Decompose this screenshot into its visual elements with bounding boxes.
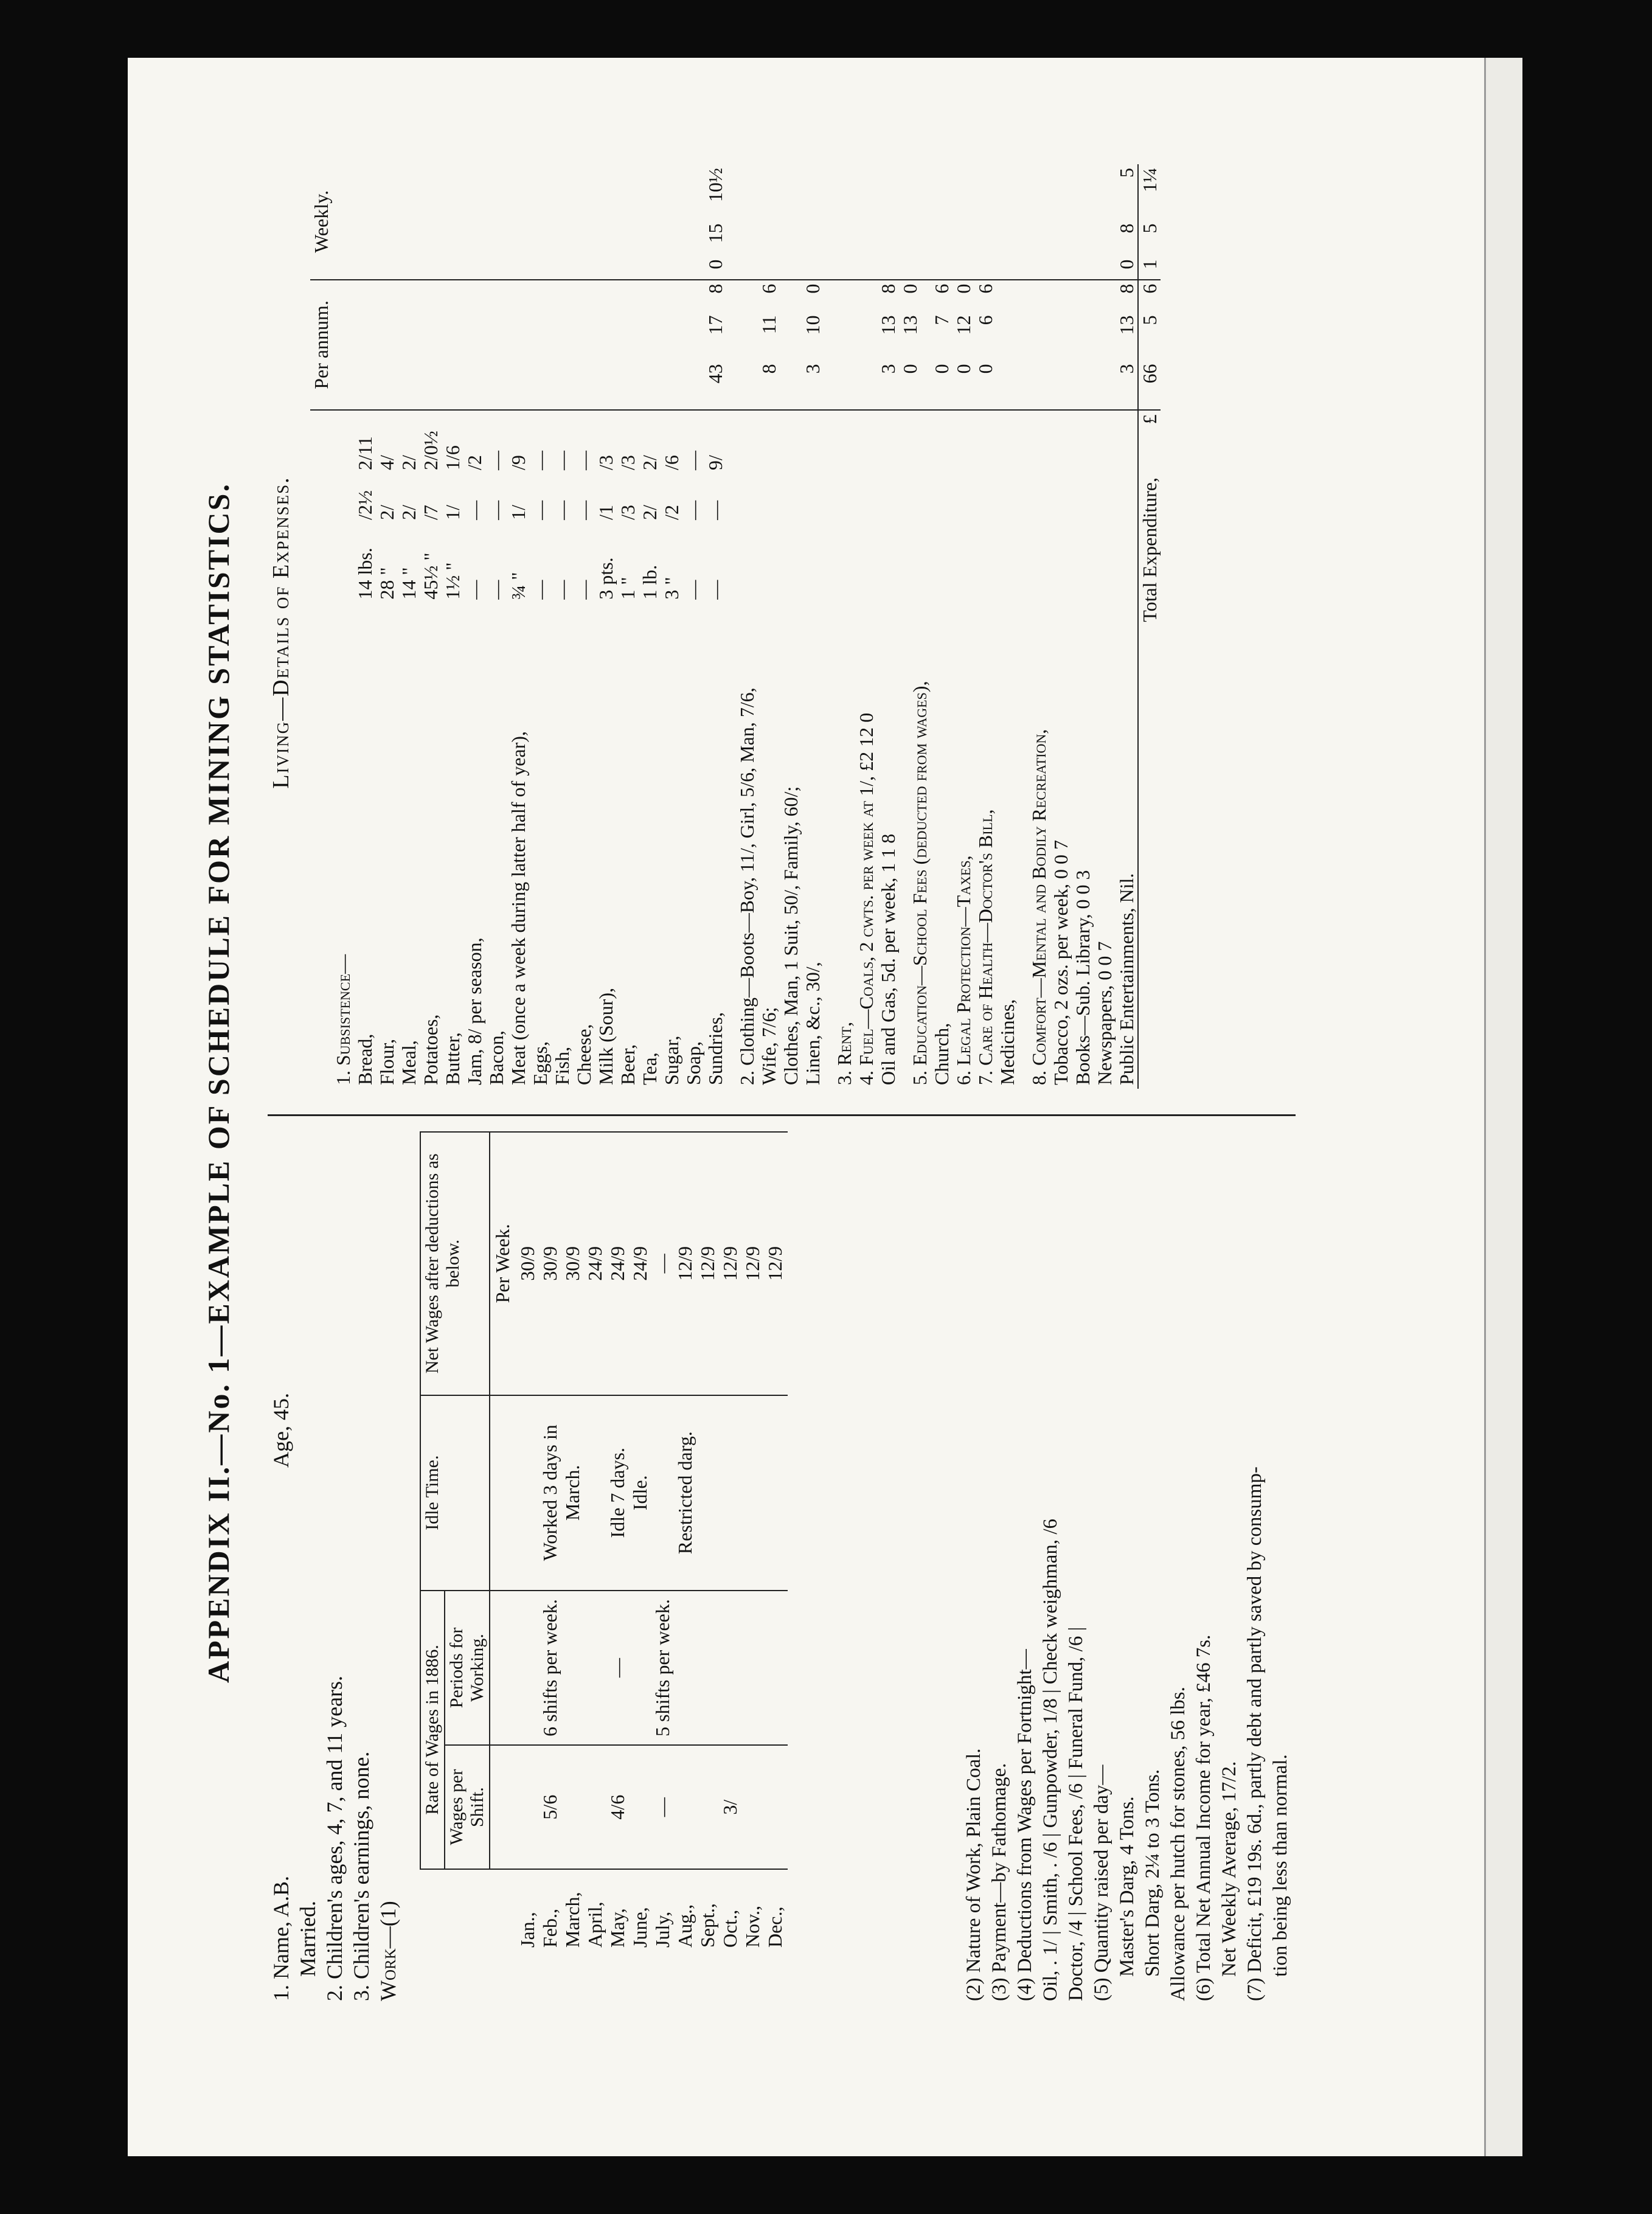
work-section <box>268 1131 1289 2001</box>
note-6: (6) Total Net Annual Income for year, £46 7s. <box>1193 1634 1215 2001</box>
weekly-header: Weekly. <box>310 164 332 280</box>
facing-page-edge <box>1484 58 1522 2156</box>
total-weekly-pounds: 1 <box>1138 256 1161 280</box>
idle-column <box>515 1395 788 1591</box>
net-value: 24/9 <box>629 1246 651 1281</box>
expense-row: Potatoes, 45½ " /7 2/0½ <box>420 164 442 1089</box>
month-label: Nov., <box>741 1905 763 1948</box>
expense-row: Sugar, 3 " /2 /6 <box>661 164 682 1089</box>
rent-line: 3. Rent, <box>833 1021 855 1085</box>
expense-row: Milk (Sour), 3 pts. /1 /3 <box>595 164 617 1089</box>
month-column <box>515 1869 788 1952</box>
expense-row: Butter, 1½ " 1/ 1/6 <box>442 164 463 1089</box>
total-label: Total Expenditure, <box>1138 474 1161 1089</box>
expense-row: Cheese, — — — <box>573 164 595 1089</box>
note-6a: Net Weekly Average, 17/2. <box>1218 1761 1240 1977</box>
expense-row: Fish, — — — <box>551 164 573 1089</box>
health-line: 7. Care of Health—Doctor's Bill, <box>974 809 996 1085</box>
public-entertainments-line: Public Entertainments, Nil. <box>1116 873 1137 1085</box>
expenses-section <box>268 164 1289 1101</box>
clothing-line-3: Clothes, Man, 1 Suit, 50/, Family, 60/; <box>780 786 802 1085</box>
rate-group-2: 4/6 <box>606 1794 628 1820</box>
work-heading: Work—(1) <box>376 1901 400 2001</box>
note-7: (7) Deficit, £19 19s. 6d., partly debt and partly saved by consump- <box>1244 1466 1266 2001</box>
expenses-table: Per annum. Weekly. 1. Subsistence— Bread, 14 lbs. /2½ 2/11 Flour, 28 " 2/ 4/ Meal, 14 " 2/ 2/ Potatoes, 45½ " /7 2/0½ Butter, 1½ " 1/ 1/6 Jam, 8/ per season, — — /2 Bacon, — — — Meat (once a week during latter half of year), ¾ " 1/ /9 Eggs, — — — Fish, — — — Cheese, — — — Milk (Sour), 3 pts. /1 /3 Beer, 1 " /3 /3 Tea, 1 lb. 2/ 2/ Sugar, 3 " /2 /6 Soap, — — — Sundries, — — 9/ 43 17 8 0 15 10½ 2. Clothing—Boots—Boy, 11/, Girl, 5/6, Man, 7/6, Wife, 7/6; 8 11 6 Clothes, Man, 1 Suit, 50/, Family, 60/; Linen, &c., 30/, 3 10 0 3. Rent, 4. Fuel—Coals, 2 cwts. per week at 1/, £2 12 0 Oil and Gas, 5d. per week, 1 1 8 3 13 8 5. Education—School Fees (deducted from wages), 0 13 0 Church, 0 7 6 6. Legal Protection—Taxes, 0 12 0 7. Care of Health—Doctor's Bill, 0 6 6 Medicines, 8. Comfort—Mental and Bodily Recreation, Tobacco, 2 ozs. per week, 0 0 7 Books—Sub. Library, 0 0 3 Newspapers, 0 0 7 Public Entertainments, Nil. 3 13 8 0 8 5 Total Expenditure, £ 66 5 6 1 5 1¼ <box>310 164 1161 1089</box>
comfort-line: 8. Comfort—Mental and Bodily Recreation, <box>1028 729 1050 1085</box>
expense-row: Tea, 1 lb. 2/ 2/ <box>639 164 661 1089</box>
note-2: (2) Nature of Work, Plain Coal. <box>963 1748 985 2001</box>
tobacco-line: Tobacco, 2 ozs. per week, 0 0 7 <box>1050 840 1072 1085</box>
month-label: April, <box>584 1901 606 1948</box>
subsistence-weekly-pounds: 0 <box>704 256 726 280</box>
clothing-line-1: 2. Clothing—Boots—Boy, 11/, Girl, 5/6, Man, 7/6, <box>736 687 758 1085</box>
children-earnings: 3. Children's earnings, none. <box>349 1751 373 2001</box>
rate-column <box>515 1745 788 1869</box>
net-unit: Per Week. <box>490 1132 515 1395</box>
month-label: June, <box>629 1907 651 1948</box>
periods-header: Periods for Working. <box>445 1591 490 1745</box>
notes-block <box>961 1131 1293 2001</box>
expense-row: Meal, 14 " 2/ 2/ <box>398 164 420 1089</box>
net-value: 30/9 <box>561 1246 583 1281</box>
month-label: Sept., <box>696 1903 718 1948</box>
rate-group-1: 5/6 <box>539 1794 561 1820</box>
fuel-oil-line: Oil and Gas, 5d. per week, 1 1 8 <box>877 833 899 1085</box>
subsistence-heading: 1. Subsistence— <box>332 954 354 1085</box>
document-title: APPENDIX II.—No. 1—EXAMPLE OF SCHEDULE FOR MINING STATISTICS. <box>201 482 235 1683</box>
net-value: 12/9 <box>719 1246 741 1281</box>
note-5: (5) Quantity raised per day— <box>1091 1765 1112 2001</box>
net-value: 12/9 <box>674 1246 696 1281</box>
expense-row: Flour, 28 " 2/ 4/ <box>376 164 398 1089</box>
subsistence-annum-pounds: 43 <box>704 360 726 410</box>
legal-line: 6. Legal Protection—Taxes, <box>953 855 974 1085</box>
name-line: 1. Name, A.B. <box>269 1876 293 2001</box>
month-label: Oct., <box>719 1909 741 1948</box>
month-label: May, <box>606 1908 628 1948</box>
clothing-line-2: Wife, 7/6; <box>758 1007 780 1085</box>
net-value: 24/9 <box>606 1246 628 1281</box>
age-line: Age, 45. <box>269 1393 293 1468</box>
note-4a: Oil, . 1/ | Smith, . /6 | Gunpowder, 1/8 | Check weighman, /6 <box>1039 1518 1061 2001</box>
idle-group-3: Idle. <box>629 1475 651 1511</box>
note-4b: Doctor, /4 | School Fees, /6 | Funeral Fund, /6 | <box>1065 1626 1087 2001</box>
note-5c: Allowance per hutch for stones, 56 lbs. <box>1167 1687 1189 2001</box>
currency-symbol: £ <box>1138 410 1161 474</box>
period-group-4: 5 shifts per week. <box>651 1599 673 1737</box>
total-annum-pounds: 66 <box>1138 360 1161 410</box>
expense-row: Beer, 1 " /3 /3 <box>617 164 639 1089</box>
wages-table <box>420 1131 788 1952</box>
net-value: 12/9 <box>696 1246 718 1281</box>
month-label: Aug., <box>674 1904 696 1948</box>
expenses-heading: Living—Details of Expenses. <box>268 476 294 789</box>
note-5a: Master's Darg, 4 Tons. <box>1116 1796 1138 1977</box>
period-group-3: — <box>606 1658 628 1678</box>
newspapers-line: Newspapers, 0 0 7 <box>1094 941 1116 1085</box>
net-value: 30/9 <box>516 1246 538 1281</box>
rotated-document <box>201 164 1296 2001</box>
note-4: (4) Deductions from Wages per Fortnight— <box>1014 1649 1036 2001</box>
children-ages: 2. Children's ages, 4, 7, and 11 years. <box>322 1675 347 2001</box>
expense-row: Bread, 14 lbs. /2½ 2/11 <box>354 164 376 1089</box>
note-7a: tion being less than normal. <box>1269 1754 1291 1977</box>
rate-group-3: — <box>651 1797 673 1817</box>
net-value: 24/9 <box>584 1246 606 1281</box>
wages-per-shift-header: Wages per Shift. <box>445 1745 490 1869</box>
month-label: Dec., <box>764 1906 786 1948</box>
idle-time-header: Idle Time. <box>420 1395 490 1591</box>
rate-group-4: 3/ <box>719 1799 741 1815</box>
note-5b: Short Darg, 2¼ to 3 Tons. <box>1142 1769 1164 1977</box>
expense-row: Bacon, — — — <box>485 164 507 1089</box>
books-line: Books—Sub. Library, 0 0 3 <box>1072 870 1094 1085</box>
expense-row: Eggs, — — — <box>529 164 551 1089</box>
period-column <box>515 1591 788 1745</box>
month-label: Feb., <box>539 1909 561 1948</box>
expense-row: Sundries, — — 9/ 43 17 8 0 15 10½ <box>704 168 726 1085</box>
church-line: Church, <box>931 1022 953 1085</box>
month-label: July, <box>651 1911 673 1948</box>
expense-row: Jam, 8/ per season, — — /2 <box>463 164 485 1089</box>
net-wages-header: Net Wages after deductions as below. <box>420 1132 490 1395</box>
idle-group-2: Idle 7 days. <box>606 1448 628 1538</box>
idle-group-4: Restricted darg. <box>674 1431 696 1555</box>
net-value: 12/9 <box>741 1246 763 1281</box>
expense-row: Soap, — — — <box>682 164 704 1089</box>
per-annum-header: Per annum. <box>310 280 332 411</box>
net-value: 12/9 <box>764 1246 786 1281</box>
medicines-line: Medicines, <box>996 999 1018 1085</box>
education-line: 5. Education—School Fees (deducted from wages), <box>909 681 931 1085</box>
month-label: March, <box>561 1892 583 1948</box>
fuel-line: 4. Fuel—Coals, 2 cwts. per week at 1/, £2 12 0 <box>855 712 877 1085</box>
column-divider <box>268 1114 1296 1116</box>
month-label: Jan., <box>516 1912 538 1948</box>
wages-group-header: Rate of Wages in 1886. <box>420 1591 445 1869</box>
idle-group-1: Worked 3 days in March. <box>539 1425 583 1561</box>
net-column <box>515 1132 788 1395</box>
net-value: — <box>651 1254 673 1274</box>
expense-row: Meat (once a week during latter half of year), ¾ " 1/ /9 <box>507 164 529 1089</box>
clothing-line-4: Linen, &c., 30/, <box>802 962 824 1085</box>
net-value: 30/9 <box>539 1246 561 1281</box>
period-group-1: 6 shifts per week. <box>539 1599 561 1737</box>
note-3: (3) Payment—by Fathomage. <box>988 1763 1010 2001</box>
married-line: Married. <box>296 1901 320 1977</box>
